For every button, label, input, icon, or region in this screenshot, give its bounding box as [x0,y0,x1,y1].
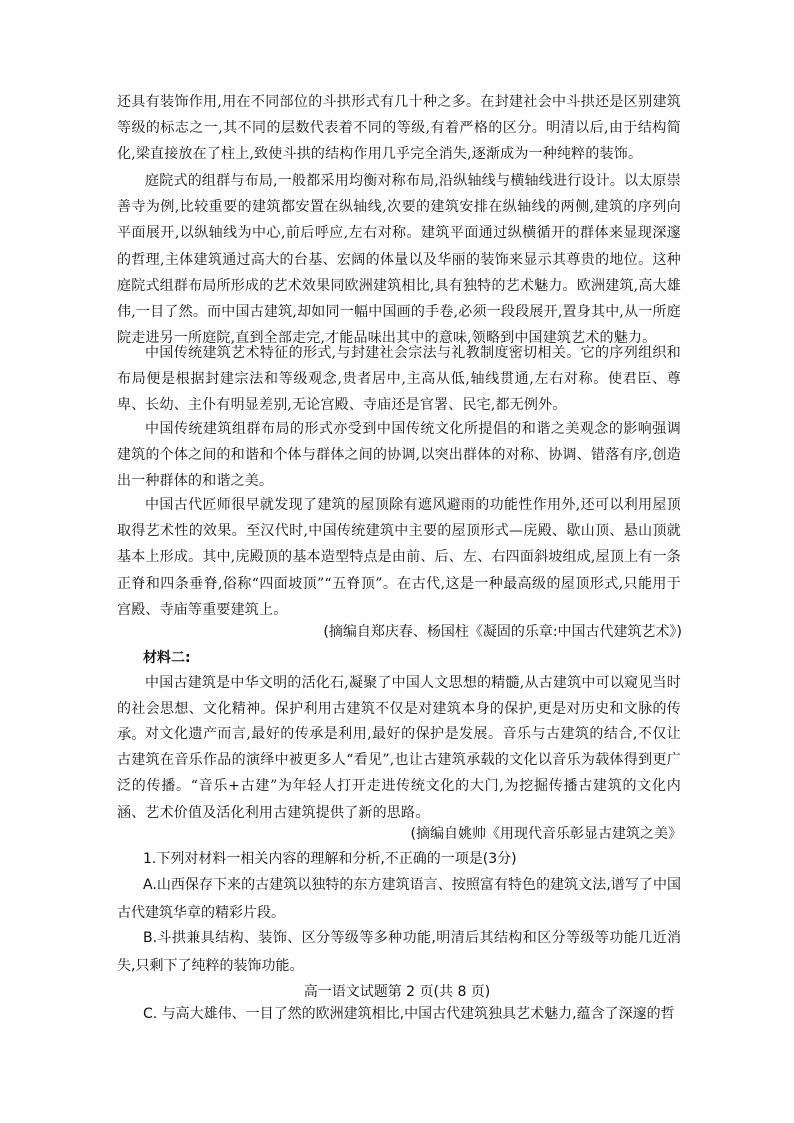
material-two-paragraph-1: 中国古建筑是中华文明的活化石,凝聚了中国人文思想的精髓,从古建筑中可以窥见当时的社会思想、文化精神。保护利用古建筑不仅是对建筑本身的保护,更是对历史和文脉的传承。 [117,675,681,744]
question-one-option-a: A.山西保存下来的古建筑以独特的东方建筑语言、按照富有特色的建筑文法,谱写了中国古代建筑华章的精彩片段。 [117,877,681,921]
question-one-option-c: C. 与高大雄伟、一目了然的欧洲建筑相比,中国古代建筑独具艺术魅力,蕴含了深邃的哲 [143,1006,675,1022]
material-one-paragraph-3: 中国传统建筑艺术特征的形式,与封建社会宗法与礼教制度密切相关。它的序列组织和布局便是根据封建宗法和等级观念,贵者居中,主高从低,轴线贯通,左右对称。使君臣、尊卑、长幼、主仆有明显差别,无论宫殿、寺庙还是官署、民宅,都无例外。 [117,345,681,414]
material-one-source: (摘编自郑庆春、杨国柱《凝固的乐章:中国古代建筑艺术》) [323,624,682,640]
material-one-paragraph-2: 庭院式的组群与布局,一般都采用均衡对称布局,沿纵轴线与横轴线进行设计。以太原崇善寺为例,比较重要的建筑都安置在纵轴线,次要的建筑安排在纵轴线的两侧,建筑的序列向平面展开,以纵轴线为中心,前后呼应,左右对称。建筑平面通过纵横循开的群体来显现深邃的哲理,主体建筑通过高大的台基、宏阔的体量以及华丽的装饰来显示其尊贵的地位。这种庭院式组群布局所形成的艺术效果同欧洲建筑相比,具有独特的艺术魅力。欧洲建筑,高大雄伟,一目了然。而中国古建筑,却如同一幅中国画的手卷,必须一段段展开,置身其中,从一所庭院走进另一所庭院,直到全部走完,才能品味出其中的意味,领略到中国建筑艺术的魅力。 [117,173,681,347]
material-one-paragraph-4: 中国传统建筑组群布局的形式亦受到中国传统文化所提倡的和谐之美观念的影响强调建筑的个体之间的和谐和个体与群体之间的协调,以突出群体的对称、协调、错落有序,创造出一种群体的和谐之美。 [117,421,681,490]
material-two-heading: 材料二: [143,650,191,666]
material-one-paragraph-1: 还具有装饰作用,用在不同部位的斗拱形式有几十种之多。在封建社会中斗拱还是区别建筑等级的标志之一,其不同的层数代表着不同的等级,有着严格的区分。明清以后,由于结构简化,梁直接放在了柱上,致使斗拱的结构作用几乎完全消失,逐渐成为一种纯粹的装饰。 [117,94,681,163]
material-two-paragraph-2: 对文化遗产而言,最好的传承是利用,最好的保护是发展。音乐与古建筑的结合,不仅让古建筑在音乐作品的演绎中被更多人“看见”,也让古建筑承载的文化以音乐为载体得到更广泛的传播。“音乐+古建”为年轻人打开走进传统文化的大门,为挖掘传播古建筑的文化内涵、艺术价值及活化利用古建筑提供了新的思路。 [117,726,681,821]
question-one-stem: 1.下列对材料一相关内容的理解和分析,不正确的一项是(3分) [143,851,517,867]
material-two-source: (摘编自姚帅《用现代音乐彰显古建筑之美》 [410,826,682,842]
page-footer: 高一语文试题第 2 页(共 8 页) [303,984,491,1000]
question-one-option-b: B.斗拱兼具结构、装饰、区分等级等多种功能,明清后其结构和区分等级等功能几近消失,只剩下了纯粹的装饰功能。 [117,930,681,974]
material-one-paragraph-5: 中国古代匠师很早就发现了建筑的屋顶除有遮风避雨的功能性作用外,还可以利用屋顶取得艺术性的效果。至汉代时,中国传统建筑中主要的屋顶形式—庑殿、歇山顶、悬山顶就基本上形成。其中,庑殿顶的基本造型特点是由前、后、左、右四面斜坡组成,屋顶上有一条正脊和四条垂脊,俗称“四面坡顶”“五脊顶”。在古代,这是一种最高级的屋顶形式,只能用于宫殿、寺庙等重要建筑上。 [117,497,681,618]
